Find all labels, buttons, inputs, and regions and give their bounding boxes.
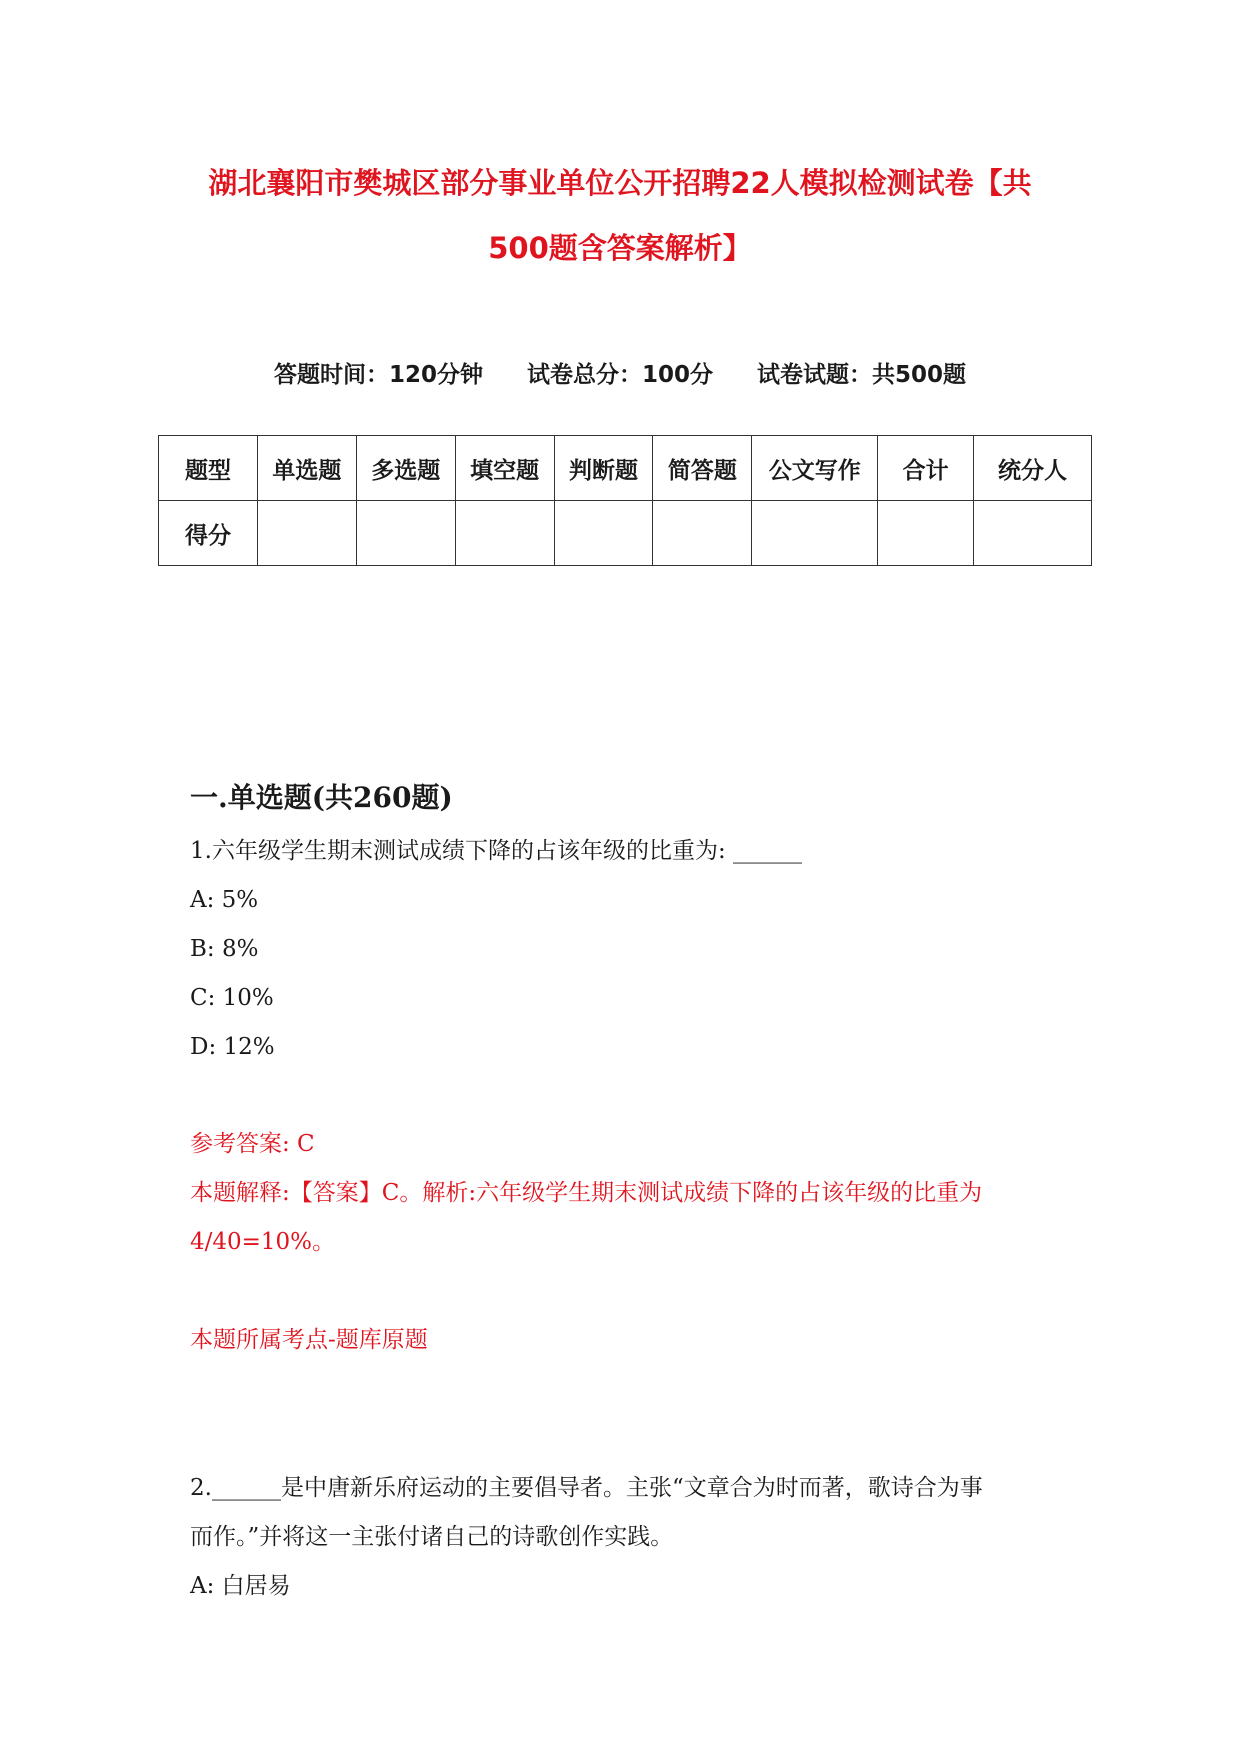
question-1-option-a: A: 5%: [190, 887, 259, 913]
score-table: [158, 435, 1092, 566]
score-cell[interactable]: [974, 501, 1092, 566]
document-title-line-2: 500题含答案解析】: [488, 231, 752, 265]
question-1-option-c: C: 10%: [190, 985, 274, 1011]
score-table-header-cell: 公文写作: [752, 436, 878, 501]
question-1-text: 1.六年级学生期末测试成绩下降的占该年级的比重为: ______: [190, 838, 803, 864]
score-table-header-cell: 统分人: [974, 436, 1092, 501]
score-cell[interactable]: [878, 501, 974, 566]
question-1-explanation-line-2: 4/40=10%。: [190, 1229, 336, 1255]
exam-question-count: 试卷试题：共500题: [757, 362, 967, 388]
score-table-header-cell: 判断题: [554, 436, 653, 501]
question-1-source: 本题所属考点-题库原题: [190, 1327, 428, 1353]
section-title: 一.单选题(共260题): [190, 781, 453, 814]
score-cell[interactable]: [752, 501, 878, 566]
score-table-header-cell: 多选题: [356, 436, 455, 501]
score-table-header-cell: 合计: [878, 436, 974, 501]
question-2-text-line-2: 而作。”并将这一主张付诸自己的诗歌创作实践。: [190, 1524, 674, 1550]
score-table-header-cell: 单选题: [257, 436, 356, 501]
score-cell[interactable]: [554, 501, 653, 566]
score-cell[interactable]: [356, 501, 455, 566]
score-table-score-row: [159, 501, 1092, 566]
document-title-line-1: 湖北襄阳市樊城区部分事业单位公开招聘22人模拟检测试卷【共: [208, 166, 1032, 200]
score-cell[interactable]: [257, 501, 356, 566]
score-table-header-cell: 题型: [159, 436, 258, 501]
exam-time: 答题时间：120分钟: [273, 362, 483, 388]
exam-total-score: 试卷总分：100分: [526, 362, 713, 388]
score-cell[interactable]: [455, 501, 554, 566]
question-1-option-d: D: 12%: [190, 1034, 275, 1060]
score-table-header-row: [159, 436, 1092, 501]
score-table-header-cell: 简答题: [653, 436, 752, 501]
score-table-header-cell: 填空题: [455, 436, 554, 501]
question-1-answer: 参考答案: C: [190, 1131, 315, 1157]
question-2-text-line-1: 2.______是中唐新乐府运动的主要倡导者。主张“文章合为时而著，歌诗合为事: [190, 1475, 983, 1501]
score-row-label: 得分: [159, 501, 258, 566]
score-cell[interactable]: [653, 501, 752, 566]
question-1-explanation-line-1: 本题解释:【答案】C。解析:六年级学生期末测试成绩下降的占该年级的比重为: [190, 1180, 983, 1206]
question-2-option-a: A: 白居易: [190, 1573, 291, 1599]
exam-info: [150, 362, 1090, 388]
question-1-option-b: B: 8%: [190, 936, 259, 962]
